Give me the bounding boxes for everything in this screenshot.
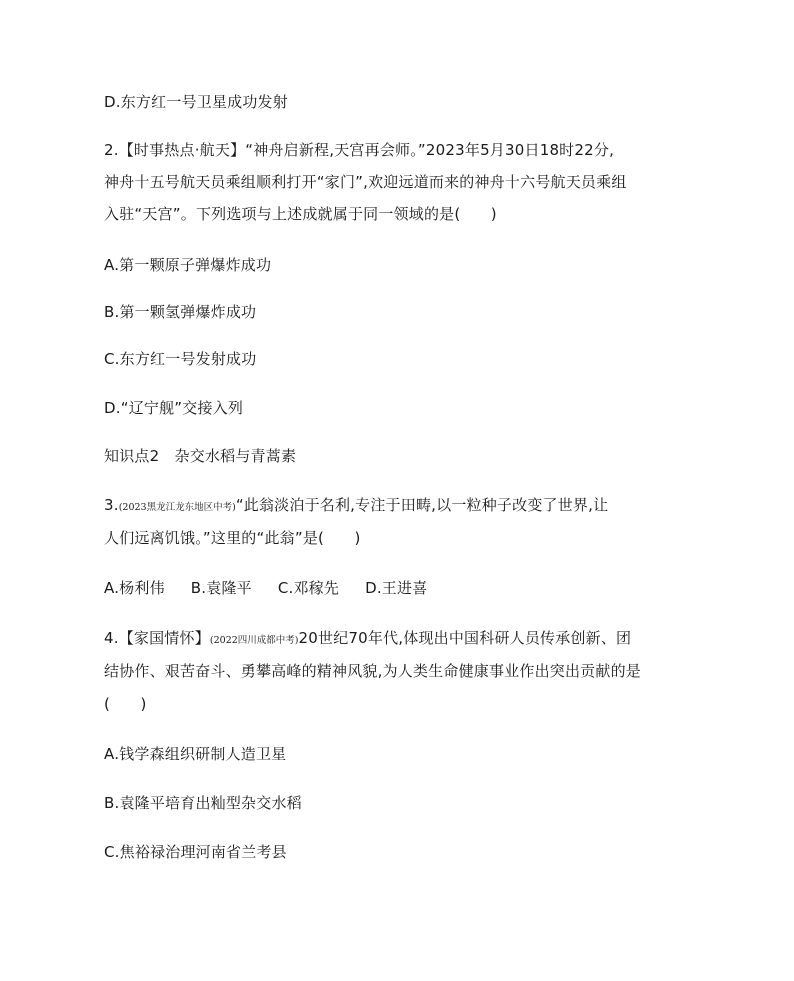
q4-stem-line-2: 结协作、艰苦奋斗、勇攀高峰的精神风貌,为人类生命健康事业作出突出贡献的是 (104, 662, 641, 680)
q2-option-a: A.第一颗原子弹爆炸成功 (104, 256, 272, 274)
q3-number: 3. (104, 496, 119, 514)
q4-stem-line-1 (104, 628, 631, 651)
q4-option-b: B.袁隆平培育出籼型杂交水稻 (104, 794, 302, 812)
q3-stem-line-2: 人们远离饥饿。”这里的“此翁”是( ) (104, 529, 361, 547)
q3-option-c: C.邓稼先 (277, 579, 340, 597)
q2-option-d: D.“辽宁舰”交接入列 (104, 399, 244, 417)
q2-option-c: C.东方红一号发射成功 (104, 350, 257, 368)
q2-stem-line-3: 入驻“天宫”。下列选项与上述成就属于同一领域的是( ) (104, 205, 497, 223)
q4-option-a: A.钱学森组织研制人造卫星 (104, 745, 287, 763)
q4-option-c: C.焦裕禄治理河南省兰考县 (104, 843, 287, 861)
q3-stem-line-1 (104, 495, 608, 518)
q4-stem-text: 20世纪70年代,体现出中国科研人员传承创新、团 (298, 629, 632, 647)
q3-source: (2023黑龙江龙东地区中考) (118, 502, 236, 513)
q3-option-a: A.杨利伟 (104, 579, 165, 597)
q3-option-d: D.王进喜 (365, 579, 428, 597)
q4-stem-line-3: ( ) (104, 695, 147, 713)
q2-option-b: B.第一颗氢弹爆炸成功 (104, 303, 257, 321)
q4-source: (2022四川成都中考) (209, 635, 299, 646)
q3-stem-text: “此翁淡泊于名利,专注于田畴,以一粒种子改变了世界,让 (235, 496, 609, 514)
q2-stem-line-1: 2.【时事热点·航天】“神舟启新程,天宫再会师。”2023年5月30日18时22分, (104, 141, 615, 159)
q3-options-row (104, 578, 427, 598)
section-title: 知识点2 杂交水稻与青蒿素 (104, 447, 297, 465)
q2-stem-line-2: 神舟十五号航天员乘组顺利打开“家门”,欢迎远道而来的神舟十六号航天员乘组 (104, 173, 627, 191)
q1-option-d: D.东方红一号卫星成功发射 (104, 93, 288, 111)
q3-option-b: B.袁隆平 (190, 579, 252, 597)
q4-number: 4.【家国情怀】 (104, 629, 210, 647)
